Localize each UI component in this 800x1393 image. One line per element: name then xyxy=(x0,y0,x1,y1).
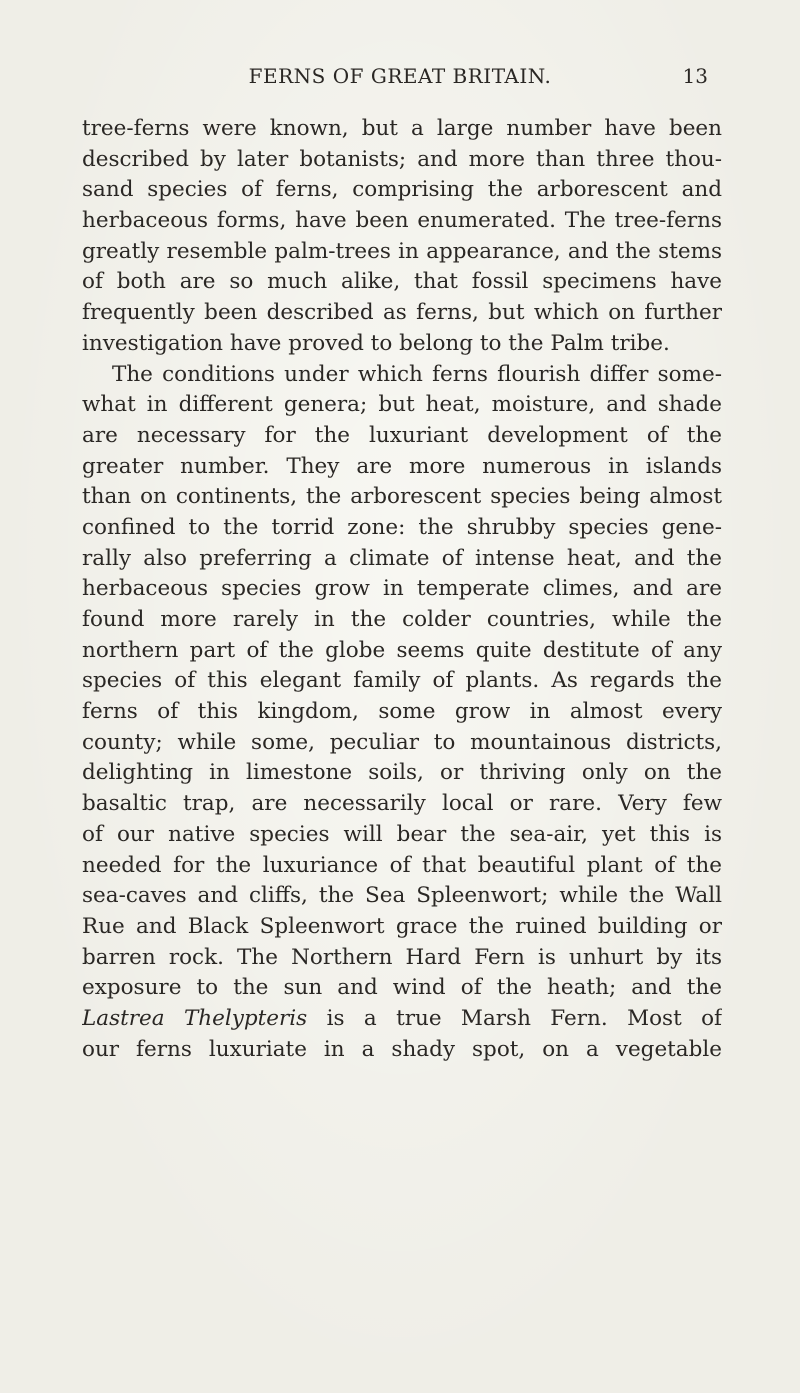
running-title: FERNS OF GREAT BRITAIN. xyxy=(248,64,552,88)
page-number: 13 xyxy=(682,64,708,88)
text-line: sea-caves and cliffs, the Sea Spleenwort; while the Wall xyxy=(82,883,722,909)
text-line: sand species of ferns, comprising the arborescent and xyxy=(82,177,722,203)
text-line: investigation have proved to belong to the Palm tribe. xyxy=(82,330,670,356)
text-line: northern part of the globe seems quite destitute of any xyxy=(82,637,722,663)
text-line: what in different genera; but heat, moisture, and shade xyxy=(82,392,722,418)
text-line: ferns of this kingdom, some grow in almost every xyxy=(82,699,722,725)
body-text xyxy=(82,114,722,1065)
text-line: rally also preferring a climate of intense heat, and the xyxy=(82,545,722,571)
text-line: confined to the torrid zone: the shrubby species gene- xyxy=(82,514,722,540)
text-line: tree-ferns were known, but a large number have been xyxy=(82,116,722,141)
text-line: herbaceous forms, have been enumerated. The tree-ferns xyxy=(82,208,722,234)
text-line: herbaceous species grow in temperate climes, and are xyxy=(82,576,722,602)
text-line: delighting in limestone soils, or thriving only on the xyxy=(82,760,722,786)
text-line-remainder: is a true Marsh Fern. Most of xyxy=(326,1005,722,1031)
text-line: of both are so much alike, that fossil specimens have xyxy=(82,269,722,295)
text-line: Rue and Black Spleenwort grace the ruined building or xyxy=(82,913,722,939)
text-line: of our native species will bear the sea-air, yet this is xyxy=(82,821,722,847)
text-line: described by later botanists; and more than three thou- xyxy=(82,146,722,172)
italic-species-name: Lastrea Thelypteris xyxy=(82,1005,308,1031)
text-line: are necessary for the luxuriant development of the xyxy=(82,422,722,448)
text-line: species of this elegant family of plants. As regards the xyxy=(82,668,722,694)
text-line: The conditions under which ferns flourish differ some- xyxy=(112,361,722,387)
text-line: needed for the luxuriance of that beautiful plant of the xyxy=(82,852,722,878)
running-head xyxy=(0,64,800,94)
text-line: greater number. They are more numerous in islands xyxy=(82,453,722,479)
text-line-with-italic xyxy=(82,1004,722,1035)
text-line: barren rock. The Northern Hard Fern is unhurt by its xyxy=(82,944,722,970)
text-line: our ferns luxuriate in a shady spot, on a vegetable xyxy=(82,1036,722,1062)
text-line: than on continents, the arborescent species being almost xyxy=(82,484,722,510)
text-line: county; while some, peculiar to mountainous districts, xyxy=(82,729,722,755)
text-line: greatly resemble palm-trees in appearance, and the stems xyxy=(82,238,722,264)
text-line: exposure to the sun and wind of the heath; and the xyxy=(82,975,722,1001)
text-line: frequently been described as ferns, but which on further xyxy=(82,300,722,326)
text-line: found more rarely in the colder countries, while the xyxy=(82,607,722,632)
text-line: basaltic trap, are necessarily local or rare. Very few xyxy=(82,791,722,817)
